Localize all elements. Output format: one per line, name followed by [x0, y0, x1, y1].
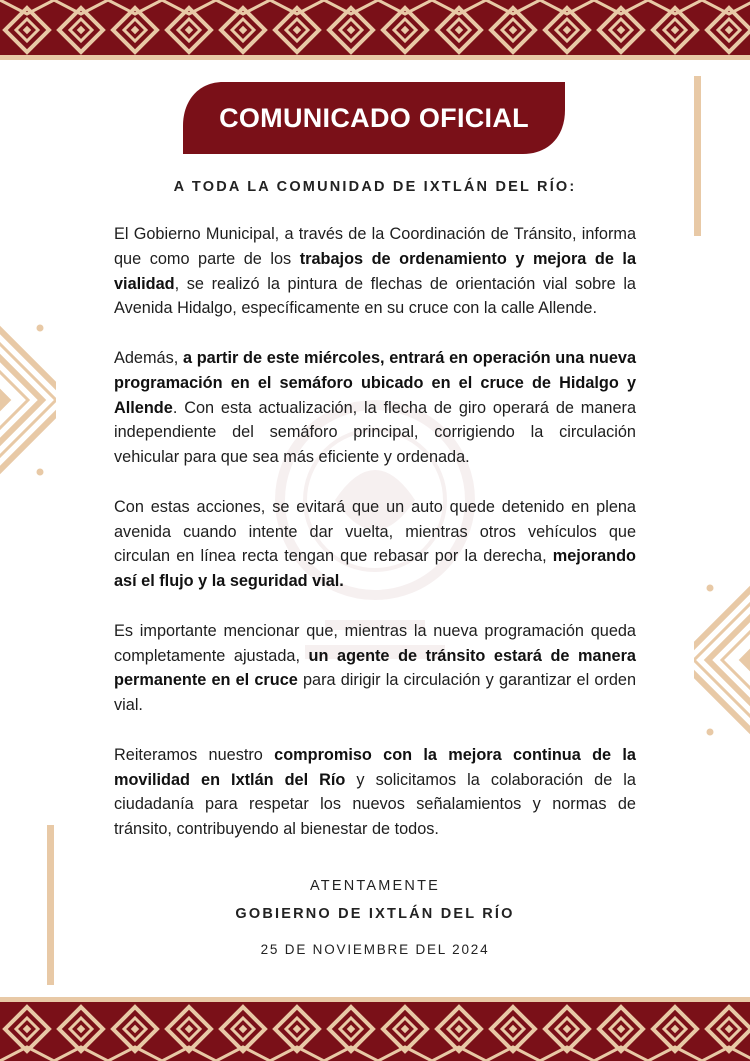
left-motif-graphic [0, 310, 56, 490]
communique-body [114, 222, 636, 867]
page-title: COMUNICADO OFICIAL [219, 102, 529, 133]
bold-text: un agente de tránsito estará de manera permanente en el cruce [114, 646, 636, 690]
body-paragraph [114, 495, 636, 594]
paragraph-text: Es importante mencionar que, mientras la nueva programación queda completamente ajustada, [114, 621, 636, 665]
right-diamond-motif [694, 570, 750, 750]
body-paragraph [114, 743, 636, 842]
bottom-pattern-graphic [0, 997, 750, 1061]
title-banner [183, 82, 565, 154]
bold-text: compromiso con la mejora continua de la movilidad en Ixtlán del Río [114, 745, 636, 789]
paragraph-text: Con estas acciones, se evitará que un auto quede detenido en plena avenida cuando intente dar vuelta, mientras otros vehículos que circulan en línea recta tengan que rebasar por la derecha, [114, 497, 636, 566]
left-diamond-motif [0, 310, 56, 490]
left-accent-bar [47, 825, 54, 985]
bold-text: mejorando así el flujo y la seguridad vial. [114, 547, 636, 591]
closing-text: ATENTAMENTE [310, 878, 440, 894]
paragraph-text: Reiteramos nuestro [114, 745, 275, 764]
body-paragraph [114, 346, 636, 470]
bold-text: trabajos de ordenamiento y mejora de la vialidad [114, 249, 636, 293]
paragraph-text: El Gobierno Municipal, a través de la Coordinación de Tránsito, informa que como parte de los [114, 225, 636, 268]
date-text: 25 DE NOVIEMBRE DEL 2024 [260, 942, 490, 957]
body-paragraph [114, 619, 636, 718]
paragraph-text: , se realizó la pintura de flechas de orientación vial sobre la Avenida Hidalgo, específicamente en su cruce con la calle Allende. [114, 274, 636, 318]
bottom-pattern-band [0, 997, 750, 1061]
right-accent-bar [694, 76, 701, 236]
paragraph-text: Además, [114, 348, 183, 367]
greeting-heading: A TODA LA COMUNIDAD DE IXTLÁN DEL RÍO: [173, 179, 577, 195]
body-paragraph [114, 222, 636, 321]
top-pattern-band [0, 0, 750, 60]
bold-text: a partir de este miércoles, entrará en operación una nueva programación en el semáforo ubicado en el cruce de Hidalgo y Allende [114, 348, 636, 417]
signature-text: GOBIERNO DE IXTLÁN DEL RÍO [235, 906, 515, 922]
paragraph-text: y solicitamos la colaboración de la ciudadanía para respetar los nuevos señalamientos y normas de tránsito, contribuyendo al bienestar de todos. [114, 770, 636, 839]
paragraph-text: . Con esta actualización, la flecha de giro operará de manera independiente del semáforo principal, corrigiendo la circulación vehicular para que sea más eficiente y ordenada. [114, 398, 636, 467]
top-pattern-graphic [0, 0, 750, 60]
right-motif-graphic [694, 570, 750, 750]
paragraph-text: para dirigir la circulación y garantizar el orden vial. [114, 671, 636, 715]
